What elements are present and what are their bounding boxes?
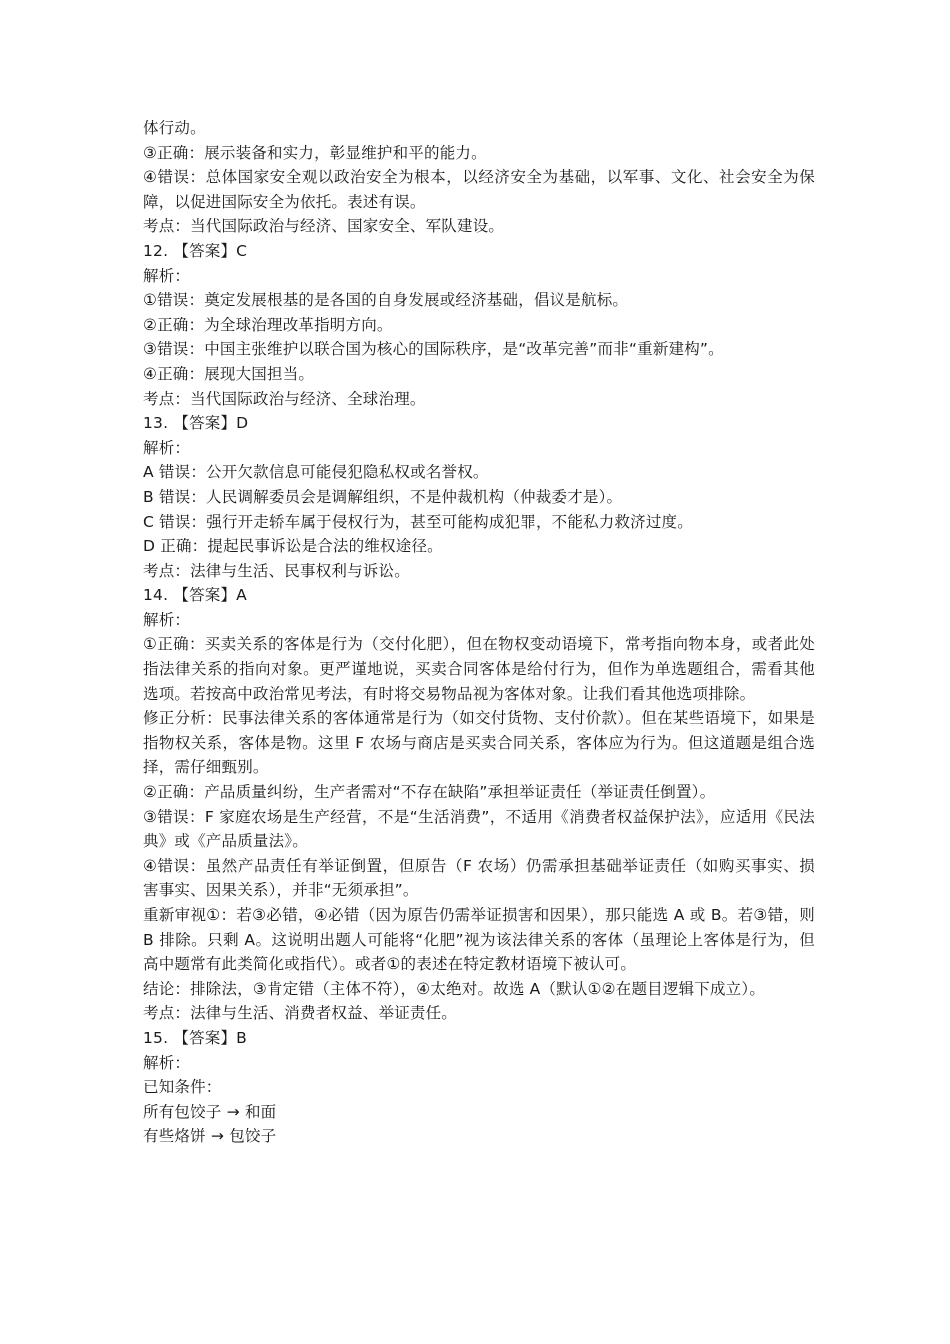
analysis-label: 解析：	[143, 610, 191, 629]
text-line: ④正确：展现大国担当。	[143, 364, 315, 383]
text-line: C 错误：强行开走轿车属于侵权行为，甚至可能构成犯罪，不能私力救济过度。	[143, 512, 693, 531]
text-paragraph: ①正确：买卖关系的客体是行为（交付化肥），但在物权变动语境下，常考指向物本身，或者此处指法律关系的指向对象。更严谨地说，买卖合同客体是给付行为，但作为单选题组合，需看其他选项。若按高中政治常见考法，有时将交易物品视为客体对象。让我们看其他选项排除。	[143, 635, 815, 703]
text-line: ①错误：奠定发展根基的是各国的自身发展或经济基础，倡议是航标。	[143, 291, 629, 310]
text-line: 考点：法律与生活、消费者权益、举证责任。	[143, 1004, 458, 1023]
text-line: 体行动。	[143, 119, 206, 137]
analysis-label: 解析：	[143, 266, 191, 285]
document-page	[143, 116, 815, 1149]
text-paragraph: 结论：排除法，③肯定错（主体不符），④太绝对。故选 A（默认①②在题目逻辑下成立）。	[143, 979, 766, 998]
text-line: ②正确：产品质量纠纷，生产者需对“不存在缺陷”承担举证责任（举证责任倒置）。	[143, 783, 716, 802]
text-paragraph: ③错误：F 家庭农场是生产经营，不是“生活消费”，不适用《消费者权益保护法》，应适用《民法典》或《产品质量法》。	[143, 807, 815, 851]
text-line: ③正确：展示装备和实力，彰显维护和平的能力。	[143, 143, 487, 162]
text-line: 考点：法律与生活、民事权利与诉讼。	[143, 561, 410, 580]
analysis-label: 解析：	[143, 438, 191, 457]
text-line: ②正确：为全球治理改革指明方向。	[143, 315, 393, 334]
answer-heading-15: 15. 【答案】B	[143, 1028, 248, 1047]
text-paragraph: ④错误：虽然产品责任有举证倒置，但原告（F 农场）仍需承担基础举证责任（如购买事实、损害事实、因果关系），并非“无须承担”。	[143, 856, 815, 900]
text-line: ③错误：中国主张维护以联合国为核心的国际秩序，是“改革完善”而非“重新建构”。	[143, 340, 724, 359]
text-line: 已知条件：	[143, 1078, 222, 1097]
text-line: 有些烙饼 → 包饺子	[143, 1127, 277, 1146]
answer-heading-14: 14. 【答案】A	[143, 586, 247, 605]
text-line: 所有包饺子 → 和面	[143, 1102, 277, 1121]
text-paragraph: 修正分析：民事法律关系的客体通常是行为（如交付货物、支付价款）。但在某些语境下，如果是指物权关系，客体是物。这里 F 农场与商店是买卖合同关系，客体应为行为。但这道题是组合选择，需仔细甄别。	[143, 709, 815, 777]
text-line: 考点：当代国际政治与经济、全球治理。	[143, 389, 426, 408]
answer-heading-12: 12. 【答案】C	[143, 241, 248, 260]
text-line: 考点：当代国际政治与经济、国家安全、军队建设。	[143, 217, 505, 236]
answer-heading-13: 13. 【答案】D	[143, 414, 249, 433]
text-line: A 错误：公开欠款信息可能侵犯隐私权或名誉权。	[143, 463, 489, 482]
text-line: D 正确：提起民事诉讼是合法的维权途径。	[143, 537, 443, 556]
text-line: B 错误：人民调解委员会是调解组织，不是仲裁机构（仲裁委才是）。	[143, 487, 623, 506]
text-paragraph: ④错误：总体国家安全观以政治安全为根本，以经济安全为基础，以军事、文化、社会安全为保障，以促进国际安全为依托。表述有误。	[143, 168, 815, 211]
analysis-label: 解析：	[143, 1053, 191, 1072]
text-paragraph: 重新审视①：若③必错，④必错（因为原告仍需举证损害和因果），那只能选 A 或 B。若③错，则 B 排除。只剩 A。这说明出题人可能将“化肥”视为该法律关系的客体（虽理论上客体是行为，但高中题常有此类简化或指代）。或者①的表述在特定教材语境下被认可。	[143, 906, 815, 974]
